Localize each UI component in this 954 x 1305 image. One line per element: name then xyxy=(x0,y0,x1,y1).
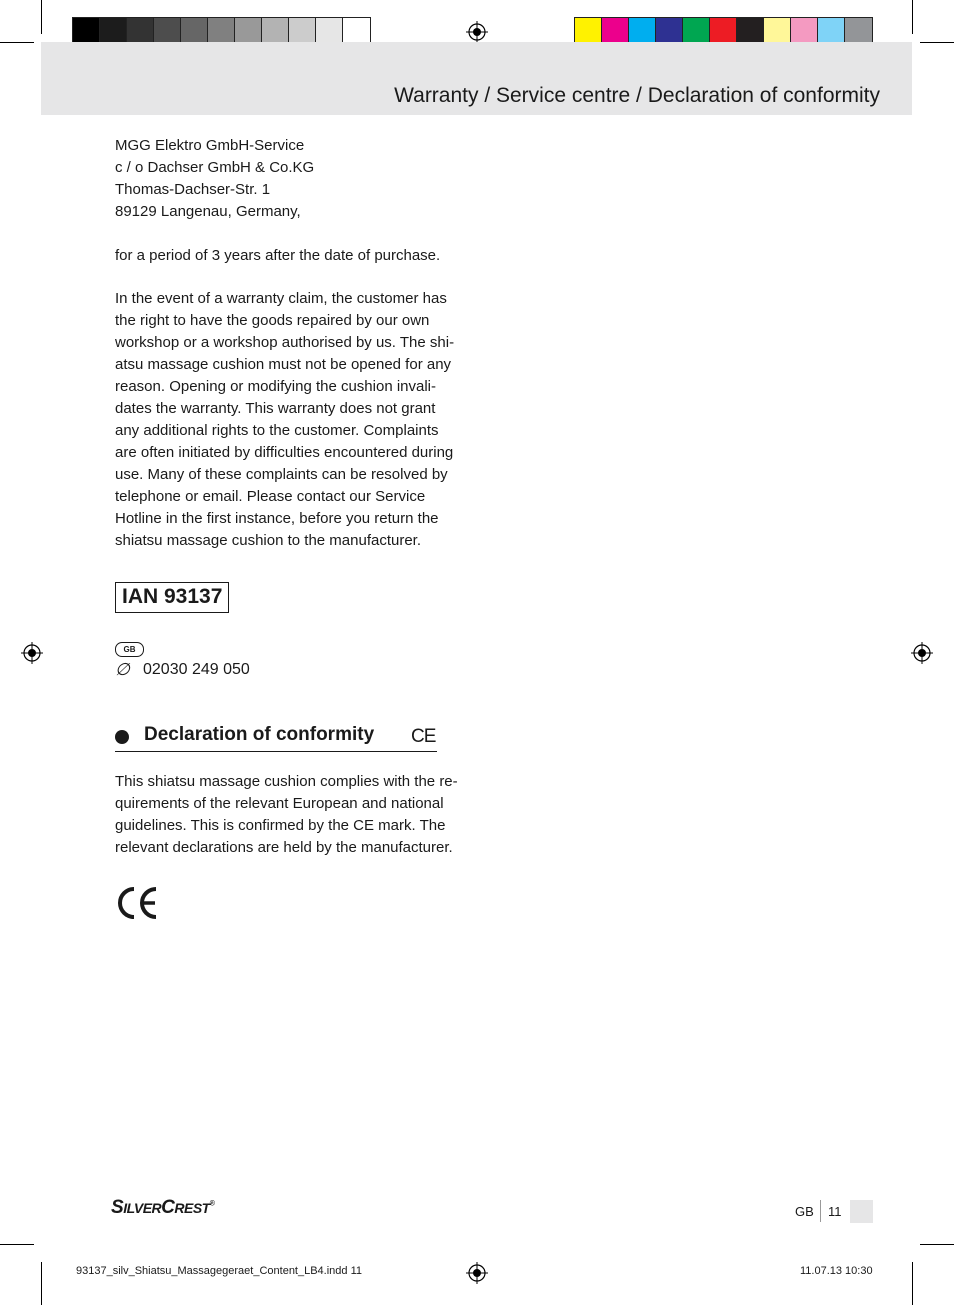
footer-language: GB xyxy=(795,1204,814,1219)
text-line: any additional rights to the customer. Complaints xyxy=(115,422,439,439)
phone-icon: ∅ xyxy=(115,660,130,679)
crop-mark xyxy=(41,0,42,34)
ce-mark-icon xyxy=(115,885,159,921)
text-line: relevant declarations are held by the manufacturer. xyxy=(115,839,453,856)
declaration-title: Declaration of conformity xyxy=(144,724,375,745)
service-address xyxy=(115,135,475,223)
text-line: reason. Opening or modifying the cushion invali- xyxy=(115,378,437,395)
address-line: 89129 Langenau, Germany, xyxy=(115,203,301,220)
bullet-icon xyxy=(115,730,129,744)
crop-mark xyxy=(912,0,913,34)
silvercrest-logo: SILVERCREST® xyxy=(111,1197,215,1218)
registration-mark-icon xyxy=(466,21,488,43)
crop-mark xyxy=(41,1262,42,1305)
address-line: c / o Dachser GmbH & Co.KG xyxy=(115,159,315,176)
crop-mark xyxy=(920,42,954,43)
ce-mark-small: CE xyxy=(411,726,436,747)
footer-tab xyxy=(850,1200,873,1223)
ian-number: IAN 93137 xyxy=(115,582,229,613)
text-line: telephone or email. Please contact our Service xyxy=(115,488,426,505)
text-line: atsu massage cushion must not be opened for any xyxy=(115,356,452,373)
crop-mark xyxy=(912,1262,913,1305)
warranty-claim-paragraph xyxy=(115,288,475,552)
address-line: MGG Elektro GmbH-Service xyxy=(115,137,305,154)
text-line: the right to have the goods repaired by our own xyxy=(115,312,430,329)
warranty-period xyxy=(115,245,475,267)
text-line: workshop or a workshop authorised by us. The shi- xyxy=(115,334,455,351)
text-line: use. Many of these complaints can be resolved by xyxy=(115,466,448,483)
declaration-paragraph xyxy=(115,771,475,859)
text-line: dates the warranty. This warranty does not grant xyxy=(115,400,436,417)
crop-mark xyxy=(0,1244,34,1245)
warranty-period-text: for a period of 3 years after the date of purchase. xyxy=(115,247,441,264)
page-title: Warranty / Service centre / Declaration of conformity xyxy=(394,84,880,107)
crop-mark xyxy=(920,1244,954,1245)
page-number: 11 xyxy=(828,1204,842,1219)
hotline-phone: 02030 249 050 xyxy=(143,661,250,678)
text-line: In the event of a warranty claim, the customer has xyxy=(115,290,447,307)
slug-filename: 93137_silv_Shiatsu_Massagegeraet_Content_LB4.indd 11 xyxy=(76,1265,363,1277)
crop-mark xyxy=(0,42,34,43)
footer-divider xyxy=(820,1200,821,1222)
slug-datetime: 11.07.13 10:30 xyxy=(800,1265,873,1277)
registration-mark-icon xyxy=(21,642,43,664)
text-line: guidelines. This is confirmed by the CE mark. The xyxy=(115,817,446,834)
text-line: are often initiated by difficulties encountered during xyxy=(115,444,454,461)
text-line: shiatsu massage cushion to the manufacturer. xyxy=(115,532,422,549)
text-line: quirements of the relevant European and national xyxy=(115,795,444,812)
registration-mark-icon xyxy=(911,642,933,664)
registration-mark-icon xyxy=(466,1262,488,1284)
text-line: Hotline in the first instance, before you return the xyxy=(115,510,439,527)
declaration-heading xyxy=(115,724,437,752)
country-badge: GB xyxy=(115,642,144,657)
text-line: This shiatsu massage cushion complies with the re- xyxy=(115,773,458,790)
address-line: Thomas-Dachser-Str. 1 xyxy=(115,181,271,198)
